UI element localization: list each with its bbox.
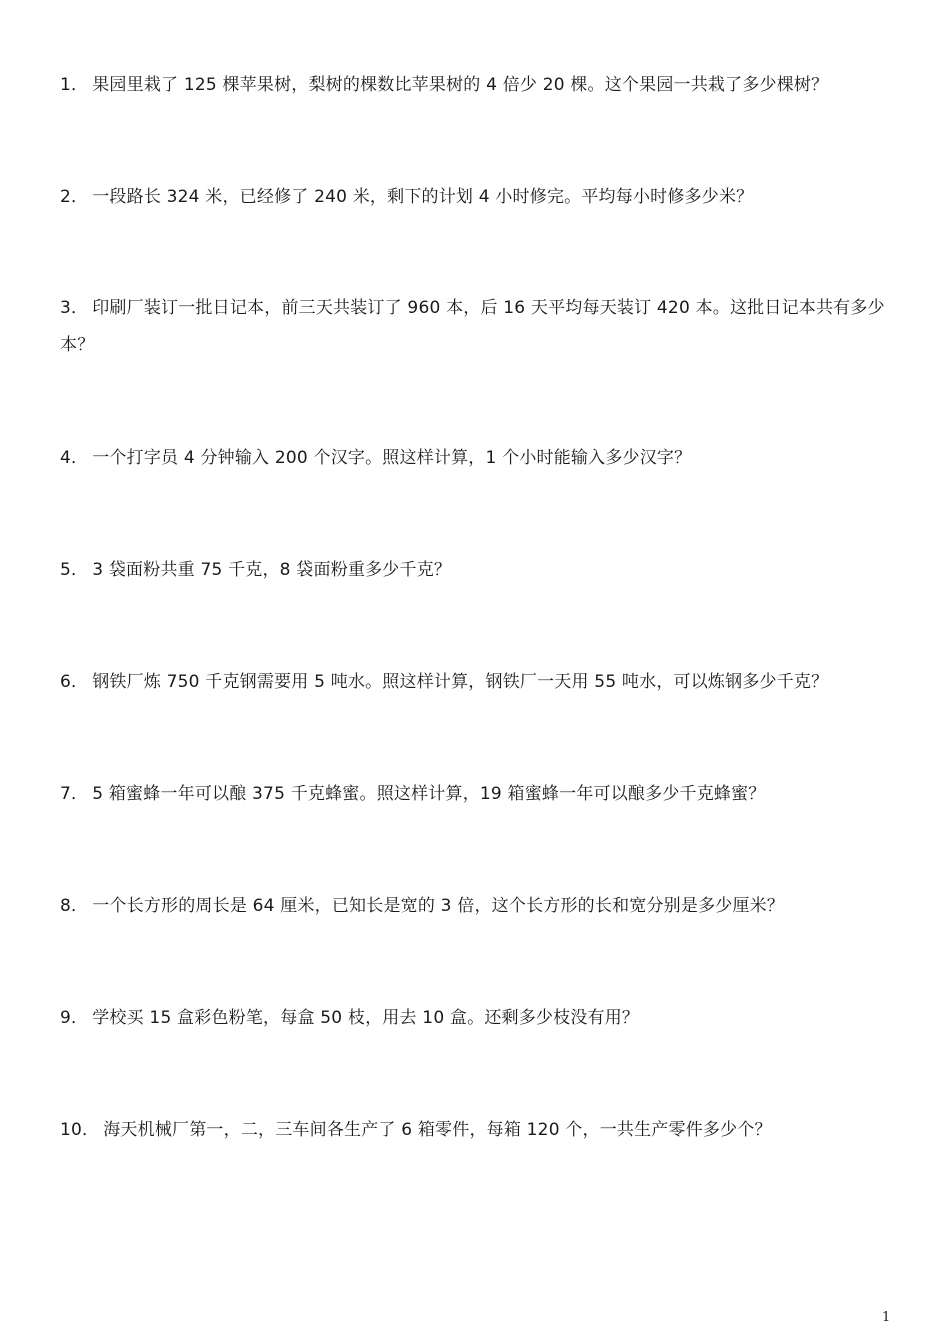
- question-6: [60, 664, 895, 701]
- question-7: [60, 776, 895, 813]
- question-2: [60, 179, 895, 216]
- question-number: 4．: [60, 448, 89, 468]
- question-text: 一个长方形的周长是 64 厘米，已知长是宽的 3 倍，这个长方形的长和宽分别是多少厘米？: [92, 896, 785, 916]
- page-number: 1: [882, 1310, 891, 1325]
- question-number: 1．: [60, 75, 89, 95]
- question-1: [60, 67, 895, 104]
- question-number: 3．: [60, 298, 89, 318]
- question-number: 2．: [60, 187, 89, 207]
- question-text: 钢铁厂炼 750 千克钢需要用 5 吨水。照这样计算，钢铁厂一天用 55 吨水，可以炼钢多少千克？: [92, 672, 829, 692]
- question-text: 学校买 15 盒彩色粉笔，每盒 50 枝，用去 10 盒。还剩多少枝没有用？: [92, 1008, 640, 1028]
- question-number: 9．: [60, 1008, 89, 1028]
- question-4: [60, 440, 895, 477]
- question-text: 一个打字员 4 分钟输入 200 个汉字。照这样计算，1 个小时能输入多少汉字？: [92, 448, 692, 468]
- question-text: 果园里栽了 125 棵苹果树，梨树的棵数比苹果树的 4 倍少 20 棵。这个果园一共栽了多少棵树？: [92, 75, 829, 95]
- question-10: [60, 1112, 895, 1149]
- question-9: [60, 1000, 895, 1037]
- question-text: 一段路长 324 米，已经修了 240 米，剩下的计划 4 小时修完。平均每小时修多少米？: [92, 187, 754, 207]
- question-8: [60, 888, 895, 925]
- question-5: [60, 552, 895, 589]
- question-number: 8．: [60, 896, 89, 916]
- question-text: 印刷厂装订一批日记本，前三天共装订了 960 本，后 16 天平均每天装订 420 本。这批日记本共有多少本？: [60, 298, 885, 355]
- question-number: 6．: [60, 672, 89, 692]
- question-number: 5．: [60, 560, 89, 580]
- question-number: 10．: [60, 1120, 100, 1140]
- question-text: 3 袋面粉共重 75 千克，8 袋面粉重多少千克？: [92, 560, 452, 580]
- question-number: 7．: [60, 784, 89, 804]
- question-text: 5 箱蜜蜂一年可以酿 375 千克蜂蜜。照这样计算，19 箱蜜蜂一年可以酿多少千克蜂蜜？: [92, 784, 766, 804]
- question-3: [60, 290, 895, 364]
- question-text: 海天机械厂第一，二，三车间各生产了 6 箱零件，每箱 120 个，一共生产零件多少个？: [103, 1120, 772, 1140]
